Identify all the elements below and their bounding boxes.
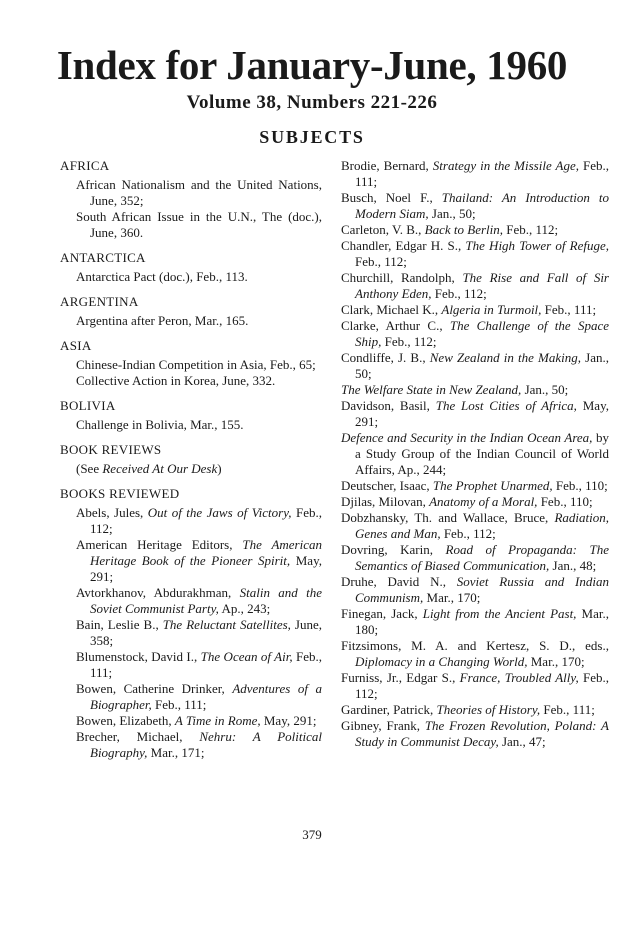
index-entry: Churchill, Randolph, The Rise and Fall of Sir Anthony Eden, Feb., 112; bbox=[341, 270, 609, 301]
index-entry: Furniss, Jr., Edgar S., France, Troubled Ally, Feb., 112; bbox=[341, 670, 610, 701]
index-entry: Abels, Jules, Out of the Jaws of Victory, Feb., 112; bbox=[76, 505, 322, 536]
index-entry: South African Issue in the U.N., The (doc.), June, 360. bbox=[76, 209, 322, 240]
index-entry: Busch, Noel F., Thailand: An Introduction to Modern Siam, Jan., 50; bbox=[341, 190, 609, 221]
index-entry: Finegan, Jack, Light from the Ancient Past, Mar., 180; bbox=[341, 606, 609, 637]
index-entry: Fitzsimons, M. A. and Kertesz, S. D., eds., Diplomacy in a Changing World, Mar., 170; bbox=[341, 638, 609, 669]
index-entry: Clarke, Arthur C., The Challenge of the Space Ship, Feb., 112; bbox=[341, 318, 610, 349]
index-entry: Argentina after Peron, Mar., 165. bbox=[76, 313, 249, 328]
subject-heading: BOLIVIA bbox=[60, 398, 116, 413]
index-entry: Brecher, Michael, Nehru: A Political Biography, Mar., 171; bbox=[76, 729, 322, 760]
index-entry: Brodie, Bernard, Strategy in the Missile Age, Feb., 111; bbox=[341, 158, 609, 189]
index-entry: Defence and Security in the Indian Ocean Area, by a Study Group of the Indian Council of World Affairs, Ap., 244; bbox=[341, 430, 610, 477]
index-entry: Deutscher, Isaac, The Prophet Unarmed, Feb., 110; bbox=[341, 478, 608, 493]
index-entry: Chandler, Edgar H. S., The High Tower of Refuge, Feb., 112; bbox=[341, 238, 609, 269]
index-entry: Gibney, Frank, The Frozen Revolution, Poland: A Study in Communist Decay, Jan., 47; bbox=[341, 718, 609, 749]
subject-heading: ARGENTINA bbox=[60, 294, 139, 309]
page-title: Index for January-June, 1960 bbox=[56, 42, 568, 88]
index-entry: Avtorkhanov, Abdurakhman, Stalin and the Soviet Communist Party, Ap., 243; bbox=[76, 585, 322, 616]
index-entry: Collective Action in Korea, June, 332. bbox=[76, 373, 276, 388]
left-index-column bbox=[60, 158, 322, 761]
subject-heading: ANTARCTICA bbox=[60, 250, 146, 265]
index-entry: Bowen, Catherine Drinker, Adventures of a Biographer, Feb., 111; bbox=[76, 681, 322, 712]
index-entry: Dobzhansky, Th. and Wallace, Bruce, Radiation, Genes and Man, Feb., 112; bbox=[341, 510, 609, 541]
index-entry: Bain, Leslie B., The Reluctant Satellites, June, 358; bbox=[76, 617, 322, 648]
index-entry: The Welfare State in New Zealand, Jan., 50; bbox=[341, 382, 569, 397]
index-entry: American Heritage Editors, The American Heritage Book of the Pioneer Spirit, May, 291; bbox=[76, 537, 322, 584]
index-entry: Chinese-Indian Competition in Asia, Feb., 65; bbox=[76, 357, 316, 372]
index-entry: Djilas, Milovan, Anatomy of a Moral, Feb., 110; bbox=[341, 494, 593, 509]
subject-heading: ASIA bbox=[60, 338, 92, 353]
index-entry: Gardiner, Patrick, Theories of History, Feb., 111; bbox=[341, 702, 595, 717]
index-entry: (See Received At Our Desk) bbox=[76, 461, 222, 476]
index-entry: Carleton, V. B., Back to Berlin, Feb., 112; bbox=[341, 222, 559, 237]
index-entry: Challenge in Bolivia, Mar., 155. bbox=[76, 417, 244, 432]
index-entry: Dovring, Karin, Road of Propaganda: The Semantics of Biased Communication, Jan., 48; bbox=[341, 542, 609, 573]
volume-subtitle: Volume 38, Numbers 221-226 bbox=[186, 92, 438, 113]
section-heading: SUBJECTS bbox=[259, 127, 365, 147]
index-entry: Blumenstock, David I., The Ocean of Air, Feb., 111; bbox=[76, 649, 322, 680]
page-number: 379 bbox=[302, 827, 322, 842]
index-entry: Davidson, Basil, The Lost Cities of Africa, May, 291; bbox=[341, 398, 609, 429]
right-index-column bbox=[341, 158, 609, 750]
subject-heading: BOOKS REVIEWED bbox=[60, 486, 180, 501]
index-entry: African Nationalism and the United Nations, June, 352; bbox=[76, 177, 322, 208]
index-entry: Antarctica Pact (doc.), Feb., 113. bbox=[76, 269, 248, 284]
index-entry: Druhe, David N., Soviet Russia and Indian Communism, Mar., 170; bbox=[341, 574, 609, 605]
index-entry: Clark, Michael K., Algeria in Turmoil, Feb., 111; bbox=[341, 302, 597, 317]
index-entry: Bowen, Elizabeth, A Time in Rome, May, 291; bbox=[76, 713, 317, 728]
subject-heading: AFRICA bbox=[60, 158, 110, 173]
index-entry: Condliffe, J. B., New Zealand in the Making, Jan., 50; bbox=[341, 350, 609, 381]
subject-heading: BOOK REVIEWS bbox=[60, 442, 162, 457]
